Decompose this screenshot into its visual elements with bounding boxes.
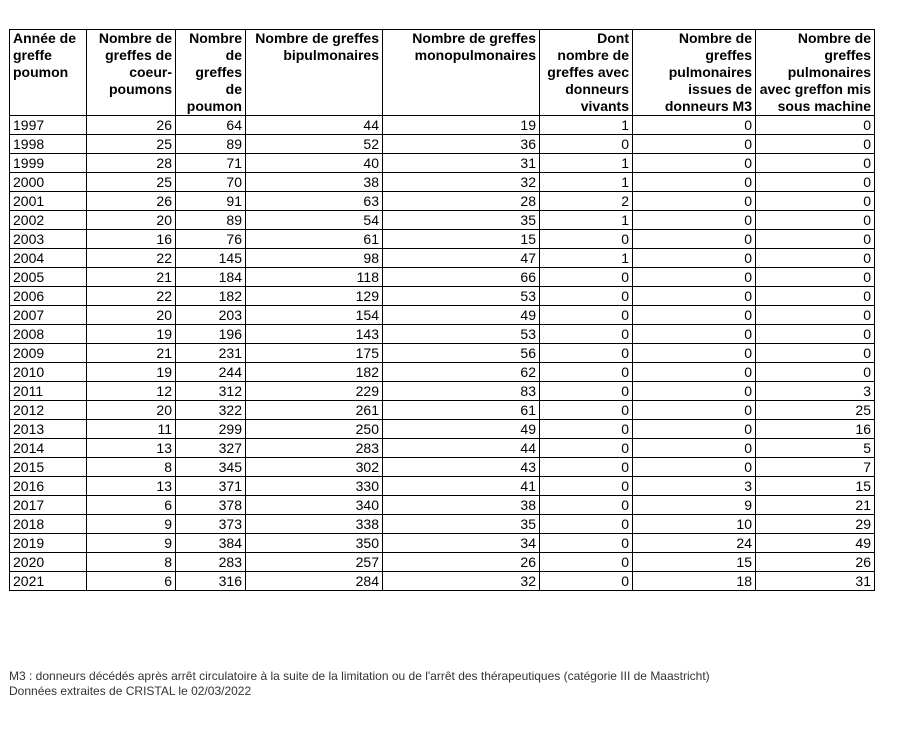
header-heart-lung: Nombre de greffes de coeur-poumons <box>87 30 176 116</box>
value-cell: 0 <box>540 572 633 591</box>
year-cell: 2015 <box>10 458 87 477</box>
value-cell: 203 <box>176 306 246 325</box>
value-cell: 98 <box>246 249 383 268</box>
value-cell: 5 <box>756 439 875 458</box>
value-cell: 0 <box>633 344 756 363</box>
value-cell: 16 <box>756 420 875 439</box>
table-row <box>10 116 875 135</box>
value-cell: 21 <box>87 268 176 287</box>
year-cell: 2004 <box>10 249 87 268</box>
value-cell: 0 <box>540 325 633 344</box>
value-cell: 0 <box>756 325 875 344</box>
year-cell: 2021 <box>10 572 87 591</box>
value-cell: 3 <box>756 382 875 401</box>
value-cell: 28 <box>87 154 176 173</box>
value-cell: 0 <box>540 382 633 401</box>
year-cell: 2009 <box>10 344 87 363</box>
value-cell: 9 <box>87 515 176 534</box>
value-cell: 330 <box>246 477 383 496</box>
value-cell: 49 <box>383 420 540 439</box>
value-cell: 15 <box>383 230 540 249</box>
value-cell: 47 <box>383 249 540 268</box>
value-cell: 22 <box>87 287 176 306</box>
value-cell: 31 <box>756 572 875 591</box>
value-cell: 0 <box>540 553 633 572</box>
value-cell: 64 <box>176 116 246 135</box>
value-cell: 61 <box>383 401 540 420</box>
value-cell: 76 <box>176 230 246 249</box>
year-cell: 2017 <box>10 496 87 515</box>
value-cell: 15 <box>633 553 756 572</box>
year-cell: 2013 <box>10 420 87 439</box>
value-cell: 19 <box>87 325 176 344</box>
value-cell: 302 <box>246 458 383 477</box>
year-cell: 2005 <box>10 268 87 287</box>
table-row <box>10 382 875 401</box>
value-cell: 350 <box>246 534 383 553</box>
value-cell: 0 <box>540 401 633 420</box>
table-row <box>10 306 875 325</box>
value-cell: 1 <box>540 173 633 192</box>
value-cell: 184 <box>176 268 246 287</box>
value-cell: 35 <box>383 515 540 534</box>
value-cell: 0 <box>756 306 875 325</box>
value-cell: 15 <box>756 477 875 496</box>
year-cell: 2003 <box>10 230 87 249</box>
value-cell: 29 <box>756 515 875 534</box>
value-cell: 196 <box>176 325 246 344</box>
header-machine-perfusion: Nombre de greffes pulmonaires avec greffon mis sous machine <box>756 30 875 116</box>
value-cell: 26 <box>87 192 176 211</box>
value-cell: 26 <box>756 553 875 572</box>
value-cell: 327 <box>176 439 246 458</box>
value-cell: 20 <box>87 211 176 230</box>
value-cell: 53 <box>383 287 540 306</box>
year-cell: 2008 <box>10 325 87 344</box>
value-cell: 21 <box>87 344 176 363</box>
value-cell: 56 <box>383 344 540 363</box>
table-row <box>10 344 875 363</box>
value-cell: 1 <box>540 116 633 135</box>
value-cell: 283 <box>176 553 246 572</box>
year-cell: 2016 <box>10 477 87 496</box>
value-cell: 35 <box>383 211 540 230</box>
value-cell: 12 <box>87 382 176 401</box>
value-cell: 0 <box>756 344 875 363</box>
value-cell: 182 <box>246 363 383 382</box>
table-row <box>10 534 875 553</box>
value-cell: 13 <box>87 477 176 496</box>
value-cell: 7 <box>756 458 875 477</box>
value-cell: 299 <box>176 420 246 439</box>
value-cell: 0 <box>540 230 633 249</box>
footnote-source: Données extraites de CRISTAL le 02/03/2022 <box>9 684 252 698</box>
value-cell: 257 <box>246 553 383 572</box>
value-cell: 38 <box>383 496 540 515</box>
value-cell: 63 <box>246 192 383 211</box>
year-cell: 2012 <box>10 401 87 420</box>
value-cell: 0 <box>633 401 756 420</box>
value-cell: 0 <box>633 230 756 249</box>
value-cell: 312 <box>176 382 246 401</box>
year-cell: 2018 <box>10 515 87 534</box>
value-cell: 284 <box>246 572 383 591</box>
value-cell: 0 <box>633 249 756 268</box>
value-cell: 62 <box>383 363 540 382</box>
value-cell: 25 <box>87 173 176 192</box>
value-cell: 19 <box>87 363 176 382</box>
value-cell: 26 <box>383 553 540 572</box>
value-cell: 1 <box>540 154 633 173</box>
value-cell: 0 <box>540 287 633 306</box>
value-cell: 9 <box>633 496 756 515</box>
value-cell: 129 <box>246 287 383 306</box>
year-cell: 2010 <box>10 363 87 382</box>
value-cell: 36 <box>383 135 540 154</box>
table-row <box>10 458 875 477</box>
header-row <box>10 30 875 116</box>
value-cell: 175 <box>246 344 383 363</box>
value-cell: 13 <box>87 439 176 458</box>
value-cell: 54 <box>246 211 383 230</box>
value-cell: 20 <box>87 306 176 325</box>
table-row <box>10 420 875 439</box>
value-cell: 89 <box>176 211 246 230</box>
value-cell: 24 <box>633 534 756 553</box>
value-cell: 145 <box>176 249 246 268</box>
year-cell: 1998 <box>10 135 87 154</box>
value-cell: 22 <box>87 249 176 268</box>
value-cell: 0 <box>540 534 633 553</box>
table-row <box>10 230 875 249</box>
value-cell: 0 <box>633 135 756 154</box>
value-cell: 0 <box>633 363 756 382</box>
year-cell: 2014 <box>10 439 87 458</box>
value-cell: 9 <box>87 534 176 553</box>
value-cell: 6 <box>87 496 176 515</box>
value-cell: 154 <box>246 306 383 325</box>
value-cell: 0 <box>633 382 756 401</box>
value-cell: 0 <box>633 116 756 135</box>
value-cell: 21 <box>756 496 875 515</box>
value-cell: 143 <box>246 325 383 344</box>
table-row <box>10 496 875 515</box>
value-cell: 0 <box>540 439 633 458</box>
value-cell: 53 <box>383 325 540 344</box>
value-cell: 0 <box>756 230 875 249</box>
value-cell: 28 <box>383 192 540 211</box>
value-cell: 8 <box>87 553 176 572</box>
year-cell: 1999 <box>10 154 87 173</box>
value-cell: 0 <box>756 116 875 135</box>
value-cell: 2 <box>540 192 633 211</box>
lung-transplant-table <box>9 29 875 591</box>
value-cell: 3 <box>633 477 756 496</box>
value-cell: 32 <box>383 173 540 192</box>
value-cell: 0 <box>540 306 633 325</box>
header-m3-donors: Nombre de greffes pulmonaires issues de donneurs M3 <box>633 30 756 116</box>
table-row <box>10 515 875 534</box>
value-cell: 340 <box>246 496 383 515</box>
value-cell: 0 <box>633 439 756 458</box>
value-cell: 283 <box>246 439 383 458</box>
value-cell: 8 <box>87 458 176 477</box>
value-cell: 40 <box>246 154 383 173</box>
value-cell: 0 <box>756 154 875 173</box>
value-cell: 0 <box>756 268 875 287</box>
footnote-m3: M3 : donneurs décédés après arrêt circulatoire à la suite de la limitation ou de l'arrêt des thérapeutiques (catégorie III de Maastricht) <box>9 669 710 683</box>
value-cell: 1 <box>540 249 633 268</box>
header-year: Année de greffe poumon <box>10 30 87 116</box>
value-cell: 71 <box>176 154 246 173</box>
value-cell: 182 <box>176 287 246 306</box>
table-row <box>10 135 875 154</box>
value-cell: 0 <box>756 287 875 306</box>
value-cell: 229 <box>246 382 383 401</box>
value-cell: 244 <box>176 363 246 382</box>
value-cell: 384 <box>176 534 246 553</box>
value-cell: 61 <box>246 230 383 249</box>
value-cell: 10 <box>633 515 756 534</box>
table-row <box>10 325 875 344</box>
header-bipulmonary: Nombre de greffes bipulmonaires <box>246 30 383 116</box>
value-cell: 43 <box>383 458 540 477</box>
value-cell: 0 <box>756 249 875 268</box>
value-cell: 0 <box>756 135 875 154</box>
table-row <box>10 287 875 306</box>
value-cell: 25 <box>87 135 176 154</box>
table-row <box>10 401 875 420</box>
table-row <box>10 192 875 211</box>
value-cell: 0 <box>633 420 756 439</box>
value-cell: 0 <box>540 135 633 154</box>
value-cell: 91 <box>176 192 246 211</box>
value-cell: 0 <box>540 268 633 287</box>
value-cell: 0 <box>540 496 633 515</box>
value-cell: 83 <box>383 382 540 401</box>
value-cell: 0 <box>633 173 756 192</box>
value-cell: 0 <box>633 458 756 477</box>
year-cell: 1997 <box>10 116 87 135</box>
value-cell: 0 <box>633 192 756 211</box>
value-cell: 0 <box>756 363 875 382</box>
value-cell: 250 <box>246 420 383 439</box>
table-row <box>10 477 875 496</box>
table-body <box>10 116 875 591</box>
value-cell: 6 <box>87 572 176 591</box>
value-cell: 66 <box>383 268 540 287</box>
value-cell: 0 <box>540 458 633 477</box>
table-row <box>10 553 875 572</box>
value-cell: 0 <box>540 344 633 363</box>
year-cell: 2006 <box>10 287 87 306</box>
value-cell: 0 <box>540 363 633 382</box>
value-cell: 345 <box>176 458 246 477</box>
header-living-donors: Dont nombre de greffes avec donneurs vivants <box>540 30 633 116</box>
table-row <box>10 572 875 591</box>
value-cell: 0 <box>633 154 756 173</box>
value-cell: 49 <box>756 534 875 553</box>
year-cell: 2002 <box>10 211 87 230</box>
year-cell: 2007 <box>10 306 87 325</box>
value-cell: 20 <box>87 401 176 420</box>
table-row <box>10 249 875 268</box>
value-cell: 32 <box>383 572 540 591</box>
value-cell: 0 <box>540 477 633 496</box>
value-cell: 89 <box>176 135 246 154</box>
value-cell: 0 <box>756 173 875 192</box>
footnotes <box>9 669 710 699</box>
value-cell: 19 <box>383 116 540 135</box>
value-cell: 261 <box>246 401 383 420</box>
header-lung: Nombre de greffes de poumon <box>176 30 246 116</box>
value-cell: 0 <box>756 192 875 211</box>
year-cell: 2000 <box>10 173 87 192</box>
table-row <box>10 173 875 192</box>
value-cell: 44 <box>383 439 540 458</box>
value-cell: 16 <box>87 230 176 249</box>
year-cell: 2020 <box>10 553 87 572</box>
table-row <box>10 268 875 287</box>
value-cell: 322 <box>176 401 246 420</box>
table-row <box>10 439 875 458</box>
value-cell: 44 <box>246 116 383 135</box>
value-cell: 34 <box>383 534 540 553</box>
value-cell: 38 <box>246 173 383 192</box>
value-cell: 49 <box>383 306 540 325</box>
value-cell: 0 <box>540 515 633 534</box>
value-cell: 11 <box>87 420 176 439</box>
value-cell: 31 <box>383 154 540 173</box>
value-cell: 41 <box>383 477 540 496</box>
value-cell: 70 <box>176 173 246 192</box>
value-cell: 0 <box>540 420 633 439</box>
value-cell: 18 <box>633 572 756 591</box>
value-cell: 0 <box>633 287 756 306</box>
value-cell: 0 <box>633 325 756 344</box>
value-cell: 25 <box>756 401 875 420</box>
year-cell: 2019 <box>10 534 87 553</box>
value-cell: 371 <box>176 477 246 496</box>
header-monopulmonary: Nombre de greffes monopulmonaires <box>383 30 540 116</box>
value-cell: 1 <box>540 211 633 230</box>
value-cell: 0 <box>633 306 756 325</box>
value-cell: 26 <box>87 116 176 135</box>
table-row <box>10 211 875 230</box>
value-cell: 52 <box>246 135 383 154</box>
table-row <box>10 363 875 382</box>
value-cell: 338 <box>246 515 383 534</box>
table-row <box>10 154 875 173</box>
value-cell: 0 <box>756 211 875 230</box>
value-cell: 316 <box>176 572 246 591</box>
value-cell: 0 <box>633 268 756 287</box>
value-cell: 118 <box>246 268 383 287</box>
value-cell: 231 <box>176 344 246 363</box>
value-cell: 0 <box>633 211 756 230</box>
value-cell: 373 <box>176 515 246 534</box>
year-cell: 2011 <box>10 382 87 401</box>
year-cell: 2001 <box>10 192 87 211</box>
value-cell: 378 <box>176 496 246 515</box>
